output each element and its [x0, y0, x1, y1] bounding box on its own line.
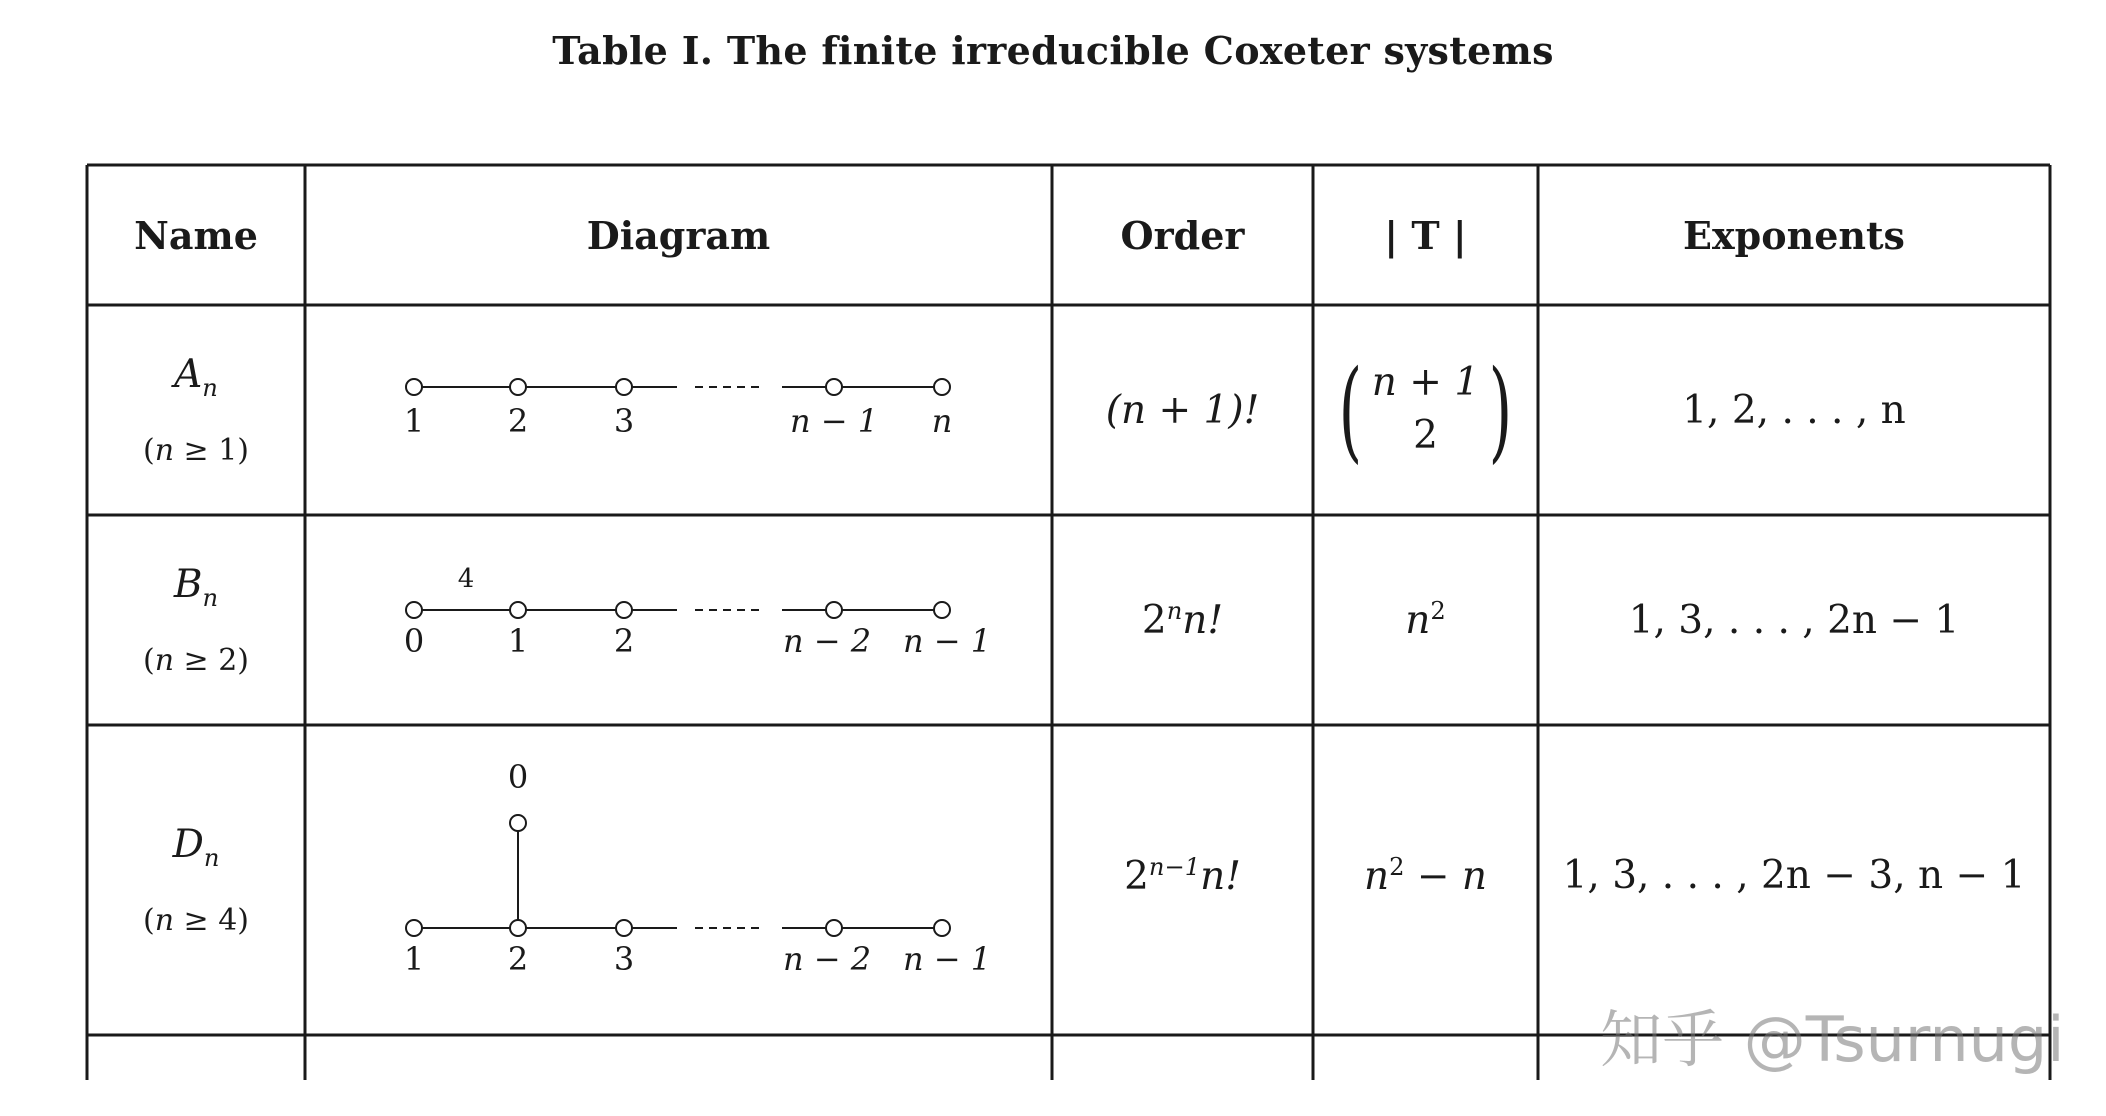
row-b-name	[87, 515, 305, 725]
order-value: 2$^n$n!	[1141, 597, 1224, 643]
diagram-node	[406, 602, 422, 618]
binomial: ( n + 1 2 )	[1338, 346, 1513, 474]
row-a-t	[1313, 305, 1538, 515]
node-label: 1	[403, 402, 425, 440]
name-subscript: n	[202, 373, 218, 402]
name-letter: A	[174, 351, 203, 397]
diagram-node	[826, 379, 842, 395]
diagram-node	[616, 920, 632, 936]
t-value: $n^2 - n$	[1363, 853, 1488, 899]
header-order: Order	[1120, 212, 1245, 258]
name-letter: B	[173, 561, 203, 607]
diagram-node	[510, 815, 526, 831]
row-a-order	[1052, 305, 1313, 515]
node-label: 2	[507, 402, 529, 440]
diagram-node	[616, 602, 632, 618]
name-letter: D	[172, 821, 204, 867]
diagram-node	[510, 379, 526, 395]
diagram-node	[934, 379, 950, 395]
rank-condition: (n ≥ 1)	[142, 433, 250, 469]
rank-condition: (n ≥ 4)	[142, 903, 250, 939]
watermark: 知乎 @Tsurnugi	[1600, 1003, 2065, 1076]
rank-condition: (n ≥ 2)	[142, 643, 250, 679]
diagram-node	[406, 379, 422, 395]
diagram-node	[510, 920, 526, 936]
diagram-node	[826, 602, 842, 618]
node-label: 0	[403, 622, 425, 660]
diagram-node	[616, 379, 632, 395]
node-label: 2	[613, 622, 635, 660]
node-label: 2	[507, 940, 529, 978]
row-b-diagram	[305, 515, 1052, 725]
exponents-value: 1, 3, . . . , 2n − 3, n − 1	[1562, 853, 2026, 898]
row-d-t	[1313, 725, 1538, 1035]
node-label: n − 1	[902, 940, 992, 978]
row-a-name	[87, 305, 305, 515]
diagram-node	[934, 920, 950, 936]
node-label: 1	[507, 622, 529, 660]
row-d-order	[1052, 725, 1313, 1035]
row-b-t	[1313, 515, 1538, 725]
node-label: n − 2	[782, 940, 872, 978]
row-a-diagram	[305, 305, 1052, 515]
node-label: n − 2	[782, 622, 872, 660]
table-title: Table I. The finite irreducible Coxeter systems	[552, 28, 1554, 73]
row-b-order	[1052, 515, 1313, 725]
row-b-exponents	[1538, 515, 2050, 725]
name-subscript: n	[202, 583, 219, 612]
row-a-exponents	[1538, 305, 2050, 515]
exponents-value: 1, 3, . . . , 2n − 1	[1628, 597, 1960, 643]
diagram-node	[406, 920, 422, 936]
diagram-node	[934, 602, 950, 618]
header-t: | T |	[1384, 212, 1467, 258]
t-value: $n^2$	[1405, 597, 1446, 643]
order-value: $2^{n-1}n$!	[1124, 853, 1241, 899]
header-exponents: Exponents	[1683, 212, 1905, 258]
node-label: n − 1	[902, 622, 992, 660]
node-label: n	[931, 402, 953, 440]
diagram-node	[510, 602, 526, 618]
edge-label: 4	[457, 564, 475, 594]
order-value: (n + 1)!	[1105, 387, 1260, 433]
header-name: Name	[134, 212, 258, 258]
diagram-node	[826, 920, 842, 936]
row-d-exponents	[1538, 725, 2050, 1035]
exponents-value: 1, 2, . . . , n	[1682, 387, 1906, 433]
node-label: 3	[613, 402, 635, 440]
binomial-top: n + 1	[1371, 360, 1480, 406]
name-subscript: n	[203, 843, 220, 872]
node-label: n − 1	[789, 402, 879, 440]
node-label: 3	[613, 940, 635, 978]
branch-label: 0	[507, 758, 529, 796]
node-label: 1	[403, 940, 425, 978]
binomial-bottom: 2	[1413, 413, 1438, 458]
row-d-name	[87, 725, 305, 1035]
header-diagram: Diagram	[586, 212, 771, 258]
row-d-diagrams	[305, 725, 1052, 1035]
